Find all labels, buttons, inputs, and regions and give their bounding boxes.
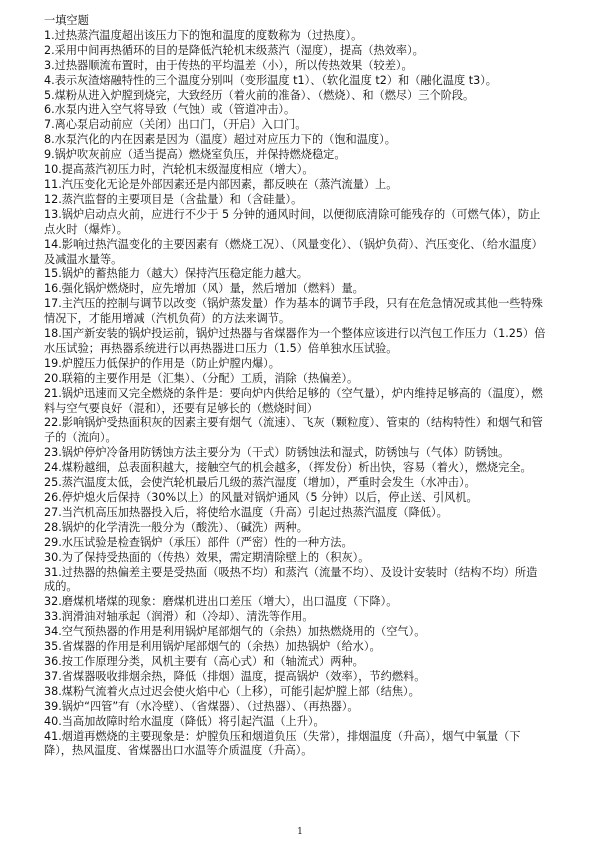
question-item: 7.离心泵启动前应（关闭）出口门，（开启）入口门。 xyxy=(44,118,307,132)
question-item: 19.炉膛压力低保护的作用是（防止炉膛内爆）。 xyxy=(44,356,280,370)
question-item: 32.磨煤机堵煤的现象：磨煤机进出口差压（增大），出口温度（下降）。 xyxy=(44,595,398,609)
question-item: 14.影响过热汽温变化的主要因素有（燃烧工况）、（风量变化）、（锅炉负荷）、汽压变化、（给水温度）及减温水量等。 xyxy=(44,237,543,266)
question-item: 27.当汽机高压加热器投入后，将使给水温度（升高）引起过热蒸汽温度（降低）。 xyxy=(44,505,448,519)
question-item: 8.水泵汽化的内在因素是因为（温度）超过对应压力下的（饱和温度）。 xyxy=(44,133,396,147)
question-item: 4.表示灰渣熔融特性的三个温度分别叫（变形温度 t1）、（软化温度 t2）和（融化温度 t3）。 xyxy=(44,73,497,87)
question-item: 24.煤粉越细，总表面积越大，接触空气的机会越多，（挥发份）析出快，容易（着火），燃烧完全。 xyxy=(44,461,532,475)
question-item: 34.空气预热器的作用是利用锅炉尾部烟气的（余热）加热燃烧用的（空气）。 xyxy=(44,625,426,639)
page-number: 1 xyxy=(297,827,303,837)
question-item: 17.主汽压的控制与调节以改变（锅炉蒸发量）作为基本的调节手段，只有在危急情况或其他一些特殊情况下，才能用增减（汽机负荷）的方法来调节。 xyxy=(44,297,543,326)
question-item: 35.省煤器的作用是利用锅炉尾部烟气的（余热）加热锅炉（给水）。 xyxy=(44,640,381,654)
question-item: 1.过热蒸汽温度超出该压力下的饱和温度的度数称为（过热度）。 xyxy=(44,28,363,42)
section-heading: 一填空题 xyxy=(44,14,89,27)
question-item: 3.过热器顺流布置时，由于传热的平均温差（小），所以传热效果（较差）。 xyxy=(44,58,413,72)
question-item: 36.按工作原理分类，风机主要有（高心式）和（轴流式）两种。 xyxy=(44,654,364,668)
question-item: 26.停炉熄火后保持（30%以上）的风量对锅炉通风（5 分钟）以后，停止送、引风机。 xyxy=(44,491,478,504)
question-item: 16.强化锅炉燃烧时，应先增加（风）量，然后增加（燃料）量。 xyxy=(44,282,364,296)
question-item: 11.汽压变化无论是外部因素还是内部因素，都反映在（蒸汽流量）上。 xyxy=(44,177,398,191)
question-item: 38.煤粉气流着火点过迟会使火焰中心（上移），可能引起炉膛上部（结焦）。 xyxy=(44,684,420,698)
question-item: 10.提高蒸汽初压力时，汽轮机末级湿度相应（增大）。 xyxy=(44,163,314,177)
question-item: 9.锅炉吹灰前应（适当提高）燃烧室负压，并保持燃烧稳定。 xyxy=(44,148,346,162)
question-item: 6.水泵内进入空气将导致（气蚀）或（管道冲击）。 xyxy=(44,103,296,117)
question-item: 30.为了保持受热面的（传热）效果，需定期清除壁上的（积灰）。 xyxy=(44,550,370,564)
question-item: 13.锅炉启动点火前，应进行不少于 5 分钟的通风时间，以便彻底清除可能残存的（可燃气体），防止点火时（爆炸）。 xyxy=(44,207,541,236)
question-item: 18.国产新安装的锅炉投运前，锅炉过热器与省煤器作为一个整体应该进行以汽包工作压力（1.25）倍水压试验；再热器系统进行以再热器进口压力（1.5）倍单独水压试验。 xyxy=(44,327,546,355)
question-item: 31.过热器的热偏差主要是受热面（吸热不均）和蒸汽（流量不均）、及设计安装时（结构不均）所造成的。 xyxy=(44,565,538,594)
question-item: 28.锅炉的化学清洗一般分为（酸洗）、（碱洗）两种。 xyxy=(44,520,308,534)
question-item: 41.烟道再燃烧的主要现象是：炉膛负压和烟道负压（失常），排烟温度（升高），烟气中氧量（下降），热风温度、省煤器出口水温等介质温度（升高）。 xyxy=(44,729,521,758)
question-item: 12.蒸汽监督的主要项目是（含盐量）和（含硅量）。 xyxy=(44,192,303,206)
question-item: 25.蒸汽温度太低，会使汽轮机最后几级的蒸汽湿度（增加），严重时会发生（水冲击）。 xyxy=(44,476,476,490)
question-item: 40.当高加故障时给水温度（降低）将引起汽温（上升）。 xyxy=(44,714,325,728)
question-item: 22.影响锅炉受热面积灰的因素主要有烟气（流速）、飞灰（颗粒度）、管束的（结构特性）和烟气和管子的（流向）。 xyxy=(44,416,543,445)
question-item: 37.省煤器吸收排烟余热，降低（排烟）温度，提高锅炉（效率），节约燃料。 xyxy=(44,669,426,683)
question-item: 5.煤粉从进入炉膛到烧完，大致经历（着火前的准备）、（燃烧）、和（燃尽）三个阶段。 xyxy=(44,88,475,102)
question-item: 29.水压试验是检查锅炉（承压）部件（严密）性的一种方法。 xyxy=(44,535,353,549)
question-item: 21.锅炉迅速而又完全燃烧的条件是：要向炉内供给足够的（空气量），炉内维持足够高的（温度），燃料与空气要良好（混和），还要有足够长的（燃烧时间） xyxy=(44,386,543,415)
question-item: 2.采用中间再热循环的目的是降低汽轮机末级蒸汽（湿度），提高（热效率）。 xyxy=(44,43,424,57)
question-item: 33.润滑油对轴承起（润滑）和（冷却）、清洗等作用。 xyxy=(44,610,314,624)
question-item: 20.联箱的主要作用是（汇集）、（分配）工质，消除（热偏差）。 xyxy=(44,371,359,385)
question-item: 39.锅炉“四管”有（水冷壁）、（省煤器）、（过热器）、（再热器）。 xyxy=(44,699,359,713)
question-list xyxy=(44,29,548,759)
question-item: 15.锅炉的蓄热能力（越大）保持汽压稳定能力越大。 xyxy=(44,267,308,281)
question-item: 23.锅炉停炉冷备用防锈蚀方法主要分为（干式）防锈蚀法和湿式，防锈蚀与（气体）防锈蚀。 xyxy=(44,446,510,460)
